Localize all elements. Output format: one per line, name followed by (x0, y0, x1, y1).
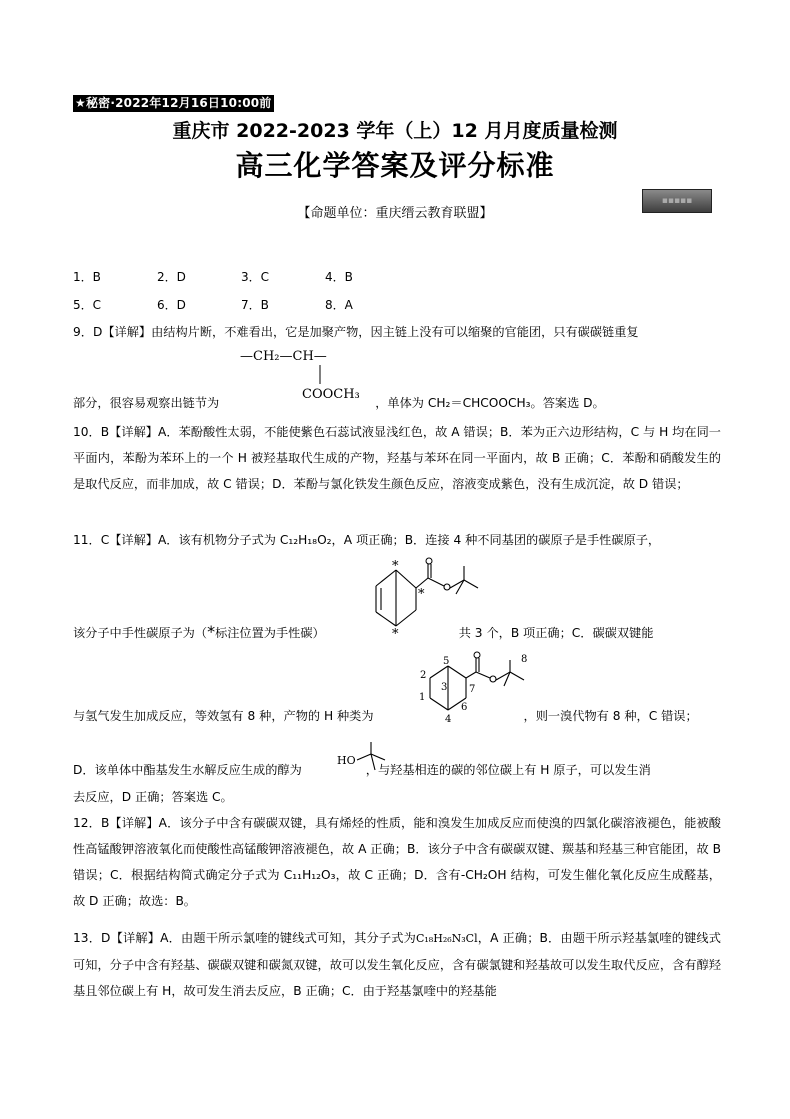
q11-line2-star: * (207, 622, 216, 641)
q11-line1: 11．C【详解】A．该有机物分子式为 C₁₂H₁₈O₂，A 项正确；B．连接 4 种不同基团的碳原子是手性碳原子， (73, 533, 661, 547)
answer-8: 8．A (325, 298, 353, 312)
q9-line2 (73, 393, 605, 413)
q11-line2 (73, 622, 653, 643)
answer-2: 2．D (157, 270, 186, 284)
exam-title: 重庆市 2022-2023 学年（上）12 月月度质量检测 (172, 120, 618, 142)
answer-3: 3．C (241, 270, 270, 284)
struct-label-3: 3 (441, 682, 448, 693)
secret-label: ★秘密·2022年12月16日10:00前 (75, 96, 272, 110)
q11-line3-pre: 与氢气发生加成反应，等效氢有 8 种，产物的 H 种类为 (73, 709, 374, 723)
q12-paragraph: 12．B【详解】A．该分子中含有碳碳双键，具有烯烃的性质，能和溴发生加成反应而使溴的四氯化碳溶液褪色，能被酸性高锰酸钾溶液氧化而使酸性高锰酸钾溶液褪色，故 A 正确；B．该分子中含有碳碳双键、羰基和羟基三种官能团，故 B 错误；C．根据结构简式确定分子式为 C₁₁H₁₂O₃，故 C 正确；D．含有-CH₂OH 结构，可发生催化氧化反应生成醛基，故 D 正确；故选：B。 (73, 816, 721, 908)
q11-line4 (73, 760, 651, 780)
q10-paragraph: 10．B【详解】A．苯酚酸性太弱，不能使紫色石蕊试液显浅红色，故 A 错误；B．苯为正六边形结构，C 与 H 均在同一平面内，苯酚为苯环上的一个 H 被羟基取代生成的产物，羟基与苯环在同一平面内，故 B 正确；C．苯酚和硝酸发生的是取代反应，而非加成，故 C 错误；D．苯酚与氯化铁发生颜色反应，溶液变成紫色，没有生成沉淀，故 D 错误； (73, 425, 721, 491)
answer-4: 4．B (325, 270, 353, 284)
chiral-star-3: * (392, 627, 399, 638)
struct-label-5: 5 (443, 656, 450, 667)
q13-formula: C₁₈H₂₆N₃Cl (415, 932, 478, 945)
ho-label: HO (337, 754, 356, 767)
stamp-badge: ▪▪▪▪▪ (642, 189, 712, 213)
q9-line2-post: ，单体为 CH₂＝CHCOOCH₃。答案选 D。 (375, 396, 605, 410)
q11-line5: 去反应，D 正确；答案选 C。 (73, 790, 233, 804)
struct-label-8: 8 (521, 654, 528, 665)
answer-5: 5．C (73, 298, 102, 312)
q13-paragraph (73, 925, 721, 1004)
q11-line2-mid: 标注位置为手性碳） (215, 626, 325, 640)
answer-6: 6．D (157, 298, 186, 312)
q9-line2-pre: 部分，很容易观察出链节为 (73, 396, 220, 410)
q13-post: ，A 正确；B．由题干所示羟基氯喹的键线式可知，分子中含有羟基、碳碳双键和碳氮双键，故可以发生氧化反应，含有碳氯键和羟基故可以发生取代反应，含有醇羟基且邻位碳上有 H，故可发生消去反应，B 正确；C．由于羟基氯喹中的羟基能 (73, 931, 721, 998)
q11-line3 (73, 706, 698, 726)
q9-formula-bottom: COOCH₃ (302, 387, 360, 402)
answer-1: 1．B (73, 270, 101, 284)
author-unit: 【命题单位：重庆缙云教育联盟】 (297, 206, 493, 221)
struct-label-1: 1 (419, 692, 426, 703)
page-title: 高三化学答案及评分标准 (235, 149, 555, 182)
q11-line4-post: ，与羟基相连的碳的邻位碳上有 H 原子，可以发生消 (365, 763, 651, 777)
struct-label-2: 2 (420, 670, 427, 681)
q11-line2-pre: 该分子中手性碳原子为（ (73, 626, 208, 640)
chiral-star-2: * (418, 587, 425, 602)
q13-pre: 13．D【详解】A．由题干所示氯喹的键线式可知，其分子式为 (73, 931, 416, 945)
q9-line1: 9．D【详解】由结构片断，不难看出，它是加聚产物，因主链上没有可以缩聚的官能团，只有碳碳链重复 (73, 325, 639, 339)
q11-line2-post: 共 3 个，B 项正确；C．碳碳双键能 (458, 626, 654, 640)
struct-label-6: 6 (461, 702, 468, 713)
struct-label-7: 7 (469, 684, 476, 695)
q11-line3-post: ，则一溴代物有 8 种，C 错误； (523, 709, 698, 723)
answer-7: 7．B (241, 298, 269, 312)
struct-label-4: 4 (445, 714, 452, 725)
chiral-star-1: * (392, 559, 399, 574)
q9-formula-top: —CH₂—CH— (240, 349, 327, 364)
q11-line4-pre: D．该单体中酯基发生水解反应生成的醇为 (73, 763, 302, 777)
